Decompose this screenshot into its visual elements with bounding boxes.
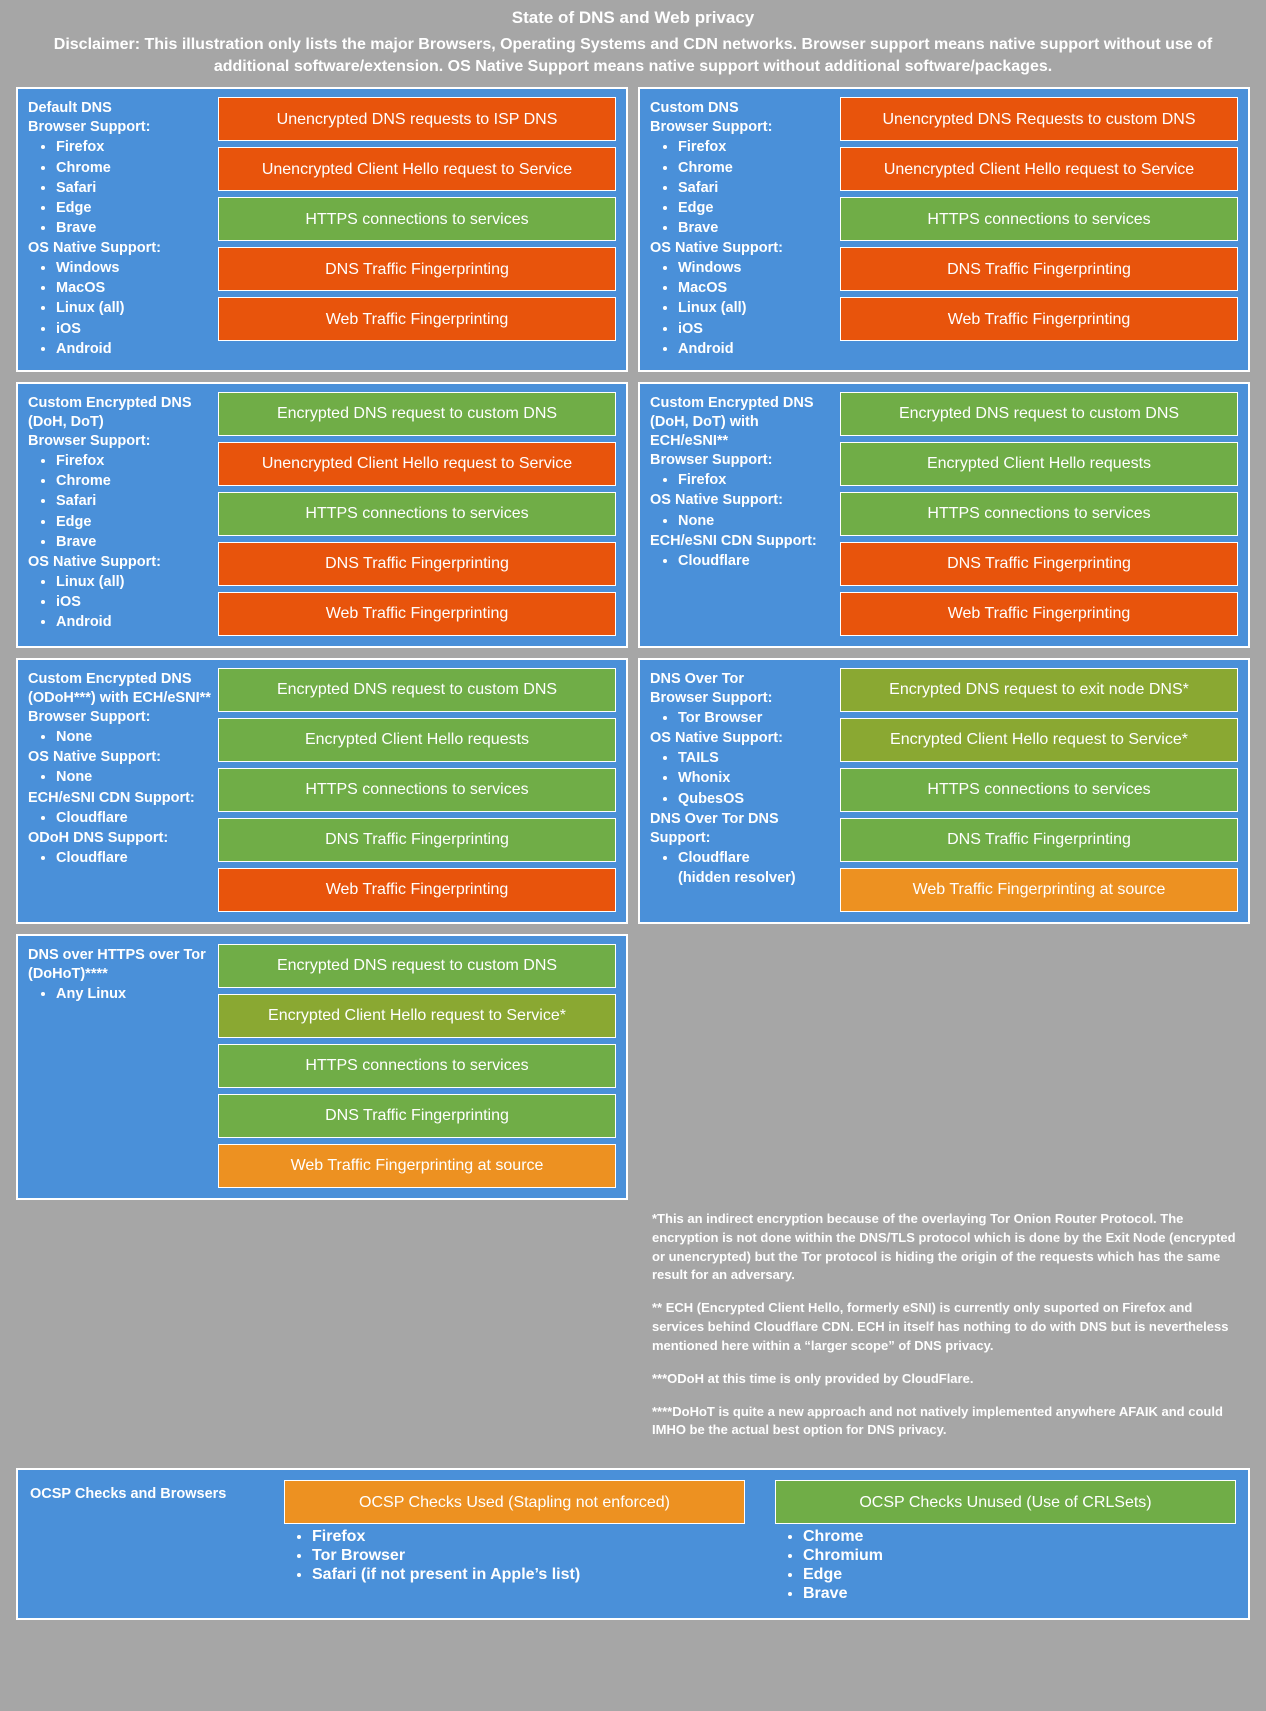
support-item: • Windows — [678, 259, 840, 278]
disclaimer-text: Disclaimer: This illustration only lists the major Browsers, Operating Systems and CDN networks. Browser support means native support without use of additional software/extension. OS Native Support means native support without additional software/packages. — [53, 36, 1213, 75]
panel-support-list — [650, 668, 840, 912]
status-bar: Encrypted Client Hello requests — [840, 442, 1238, 486]
status-bar: Web Traffic Fingerprinting at source — [218, 1144, 616, 1188]
support-item: • MacOS — [678, 279, 840, 298]
support-item-list — [656, 552, 840, 571]
support-item: • Whonix — [678, 769, 840, 788]
support-item: • Brave — [56, 533, 218, 552]
footnotes — [638, 1200, 1250, 1458]
support-item: • Edge — [56, 513, 218, 532]
status-bar: Unencrypted Client Hello request to Service — [218, 442, 616, 486]
status-bar: Encrypted DNS request to custom DNS — [218, 668, 616, 712]
panel-title: Custom Encrypted DNS (DoH, DoT) with ECH/eSNI** — [650, 394, 814, 450]
support-item: • Chrome — [678, 159, 840, 178]
status-bar: DNS Traffic Fingerprinting — [218, 818, 616, 862]
ocsp-used-list — [290, 1528, 745, 1584]
support-item: • iOS — [56, 320, 218, 339]
status-bar: Web Traffic Fingerprinting — [218, 297, 616, 341]
footnote: ** ECH (Encrypted Client Hello, formerly eSNI) is currently only suported on Firefox and services behind Cloudflare CDN. ECH in itself has nothing to do with DNS but is nevertheless mentioned here within a “larger scope” of DNS privacy. — [652, 1300, 1229, 1353]
support-item-list — [656, 749, 840, 808]
support-item-list — [656, 259, 840, 359]
scenario-panel — [638, 382, 1250, 648]
panel-grid — [0, 87, 1266, 1200]
support-item-list — [656, 471, 840, 490]
status-bar: Web Traffic Fingerprinting — [840, 592, 1238, 636]
support-item: • Safari — [56, 179, 218, 198]
ocsp-used-column — [284, 1480, 745, 1604]
panel-title: Custom DNS — [650, 100, 739, 117]
ocsp-unused-list — [781, 1528, 1236, 1603]
panel-status-bars — [840, 97, 1238, 360]
footnote: ***ODoH at this time is only provided by CloudFlare. — [652, 1370, 974, 1386]
support-item-list — [34, 768, 218, 787]
status-bar: Unencrypted DNS Requests to custom DNS — [840, 97, 1238, 141]
support-item: • Android — [56, 613, 218, 632]
support-group-label: OS Native Support: — [650, 492, 783, 509]
footnote: ****DoHoT is quite a new approach and not natively implemented anywhere AFAIK and could IMHO be the actual best option for DNS privacy. — [652, 1403, 1223, 1438]
support-item: • Edge — [56, 199, 218, 218]
support-item: • QubesOS — [678, 790, 840, 809]
support-item: • Firefox — [56, 138, 218, 157]
panel-support-list — [28, 944, 218, 1188]
panel-support-list — [650, 97, 840, 360]
panel-support-list — [28, 97, 218, 360]
status-bar: Unencrypted DNS requests to ISP DNS — [218, 97, 616, 141]
support-item-list — [656, 709, 840, 728]
panel-support-list — [28, 668, 218, 912]
status-bar: Encrypted Client Hello requests — [218, 718, 616, 762]
support-item: • Windows — [56, 259, 218, 278]
support-item: • Firefox — [678, 138, 840, 157]
panel-title: DNS Over Tor — [650, 670, 745, 687]
status-bar: Web Traffic Fingerprinting — [218, 592, 616, 636]
support-group-label: Browser Support: — [28, 709, 151, 726]
support-item: • Android — [56, 340, 218, 359]
support-item: • None — [56, 768, 218, 787]
panel-title: Custom Encrypted DNS (DoH, DoT) — [28, 394, 192, 430]
support-group-label: ODoH DNS Support: — [28, 829, 169, 846]
status-bar: HTTPS connections to services — [218, 768, 616, 812]
support-item: • Edge — [678, 199, 840, 218]
support-item-list — [34, 573, 218, 632]
scenario-panel — [16, 658, 628, 924]
status-bar: HTTPS connections to services — [840, 197, 1238, 241]
support-group-note: (hidden resolver) — [678, 870, 796, 887]
scenario-panel — [16, 87, 628, 372]
support-item: • Linux (all) — [56, 299, 218, 318]
status-bar: DNS Traffic Fingerprinting — [840, 247, 1238, 291]
ocsp-browser-item: • Safari (if not present in Apple’s list) — [312, 1566, 745, 1584]
ocsp-unused-heading: OCSP Checks Unused (Use of CRLSets) — [775, 1480, 1236, 1524]
support-item: • Chrome — [56, 472, 218, 491]
ocsp-browser-item: • Chrome — [803, 1528, 1236, 1546]
status-bar: HTTPS connections to services — [840, 768, 1238, 812]
support-item-list — [656, 849, 840, 868]
status-bar: HTTPS connections to services — [218, 197, 616, 241]
page-title: State of DNS and Web privacy — [511, 8, 755, 27]
panel-status-bars — [218, 97, 616, 360]
ocsp-browser-item: • Brave — [803, 1585, 1236, 1603]
support-item: • TAILS — [678, 749, 840, 768]
panel-status-bars — [218, 668, 616, 912]
support-item-list — [34, 452, 218, 552]
support-item-list — [656, 138, 840, 238]
scenario-panel — [16, 934, 628, 1200]
header — [0, 0, 1266, 87]
status-bar: Encrypted Client Hello request to Service* — [218, 994, 616, 1038]
panel-title: Default DNS — [28, 100, 112, 117]
support-group-label: ECH/eSNI CDN Support: — [28, 789, 195, 806]
support-group-label: Browser Support: — [650, 689, 773, 706]
status-bar: Web Traffic Fingerprinting — [218, 868, 616, 912]
support-item: • Firefox — [56, 452, 218, 471]
scenario-panel — [16, 382, 628, 648]
support-group-label: ECH/eSNI CDN Support: — [650, 532, 817, 549]
support-item: • Cloudflare — [56, 849, 218, 868]
ocsp-unused-column — [775, 1480, 1236, 1604]
support-item-list — [34, 138, 218, 238]
ocsp-browser-item: • Tor Browser — [312, 1547, 745, 1565]
ocsp-browser-item: • Edge — [803, 1566, 1236, 1584]
status-bar: DNS Traffic Fingerprinting — [840, 818, 1238, 862]
support-group-label: DNS Over Tor DNS Support: — [650, 810, 779, 846]
status-bar: DNS Traffic Fingerprinting — [218, 1094, 616, 1138]
support-item-list — [656, 512, 840, 531]
support-item: • Cloudflare — [678, 552, 840, 571]
support-item: • Any Linux — [56, 985, 218, 1004]
panel-support-list — [28, 392, 218, 636]
ocsp-browser-item: • Chromium — [803, 1547, 1236, 1565]
support-group-label: Browser Support: — [28, 433, 151, 450]
support-group-label: Browser Support: — [650, 452, 773, 469]
footnotes-row — [0, 1200, 1266, 1458]
status-bar: Encrypted DNS request to custom DNS — [218, 392, 616, 436]
support-group-label: OS Native Support: — [28, 240, 161, 257]
status-bar: DNS Traffic Fingerprinting — [218, 542, 616, 586]
status-bar: Encrypted DNS request to exit node DNS* — [840, 668, 1238, 712]
support-item-list — [34, 728, 218, 747]
footnote: *This an indirect encryption because of the overlaying Tor Onion Router Protocol. The encryption is not done within the DNS/TLS protocol which is done by the Exit Node (encrypted or unencrypted) but the Tor protocol is hiding the origin of the requests which has the same result for an adversary. — [652, 1210, 1236, 1283]
support-group-label: OS Native Support: — [650, 240, 783, 257]
scenario-panel — [638, 87, 1250, 372]
support-item-list — [34, 259, 218, 359]
ocsp-used-heading: OCSP Checks Used (Stapling not enforced) — [284, 1480, 745, 1524]
status-bar: HTTPS connections to services — [840, 492, 1238, 536]
support-item: • MacOS — [56, 279, 218, 298]
support-group-label: Browser Support: — [28, 119, 151, 136]
status-bar: Encrypted DNS request to custom DNS — [218, 944, 616, 988]
support-item: • Chrome — [56, 159, 218, 178]
support-item-list — [34, 809, 218, 828]
support-item-list — [34, 985, 218, 1004]
status-bar: DNS Traffic Fingerprinting — [840, 542, 1238, 586]
panel-title: Custom Encrypted DNS (ODoH***) with ECH/eSNI** — [28, 670, 211, 706]
support-item: • None — [56, 728, 218, 747]
support-group-label: Browser Support: — [650, 119, 773, 136]
panel-status-bars — [840, 668, 1238, 912]
status-bar: Encrypted DNS request to custom DNS — [840, 392, 1238, 436]
support-item: • Linux (all) — [678, 299, 840, 318]
panel-status-bars — [218, 944, 616, 1188]
support-item: • iOS — [56, 593, 218, 612]
support-item: • Cloudflare — [678, 849, 840, 868]
panel-title: DNS over HTTPS over Tor (DoHoT)**** — [28, 946, 206, 982]
ocsp-panel — [16, 1468, 1250, 1620]
support-item: • Linux (all) — [56, 573, 218, 592]
support-item: • Tor Browser — [678, 709, 840, 728]
support-item-list — [34, 849, 218, 868]
status-bar: DNS Traffic Fingerprinting — [218, 247, 616, 291]
support-item: • Firefox — [678, 471, 840, 490]
support-item: • iOS — [678, 320, 840, 339]
scenario-panel — [638, 658, 1250, 924]
support-item: • Safari — [678, 179, 840, 198]
ocsp-browser-item: • Firefox — [312, 1528, 745, 1546]
support-item: • Brave — [56, 219, 218, 238]
support-item: • Cloudflare — [56, 809, 218, 828]
panel-status-bars — [218, 392, 616, 636]
ocsp-panel-label: OCSP Checks and Browsers — [30, 1486, 227, 1503]
status-bar: HTTPS connections to services — [218, 1044, 616, 1088]
status-bar: Unencrypted Client Hello request to Service — [840, 147, 1238, 191]
status-bar: Web Traffic Fingerprinting at source — [840, 868, 1238, 912]
panel-status-bars — [840, 392, 1238, 636]
support-item: • Android — [678, 340, 840, 359]
support-item: • None — [678, 512, 840, 531]
panel-support-list — [650, 392, 840, 636]
status-bar: HTTPS connections to services — [218, 492, 616, 536]
support-group-label: OS Native Support: — [650, 730, 783, 747]
status-bar: Unencrypted Client Hello request to Service — [218, 147, 616, 191]
support-group-label: OS Native Support: — [28, 749, 161, 766]
status-bar: Web Traffic Fingerprinting — [840, 297, 1238, 341]
status-bar: Encrypted Client Hello request to Service* — [840, 718, 1238, 762]
support-item: • Safari — [56, 492, 218, 511]
support-group-label: OS Native Support: — [28, 553, 161, 570]
support-item: • Brave — [678, 219, 840, 238]
